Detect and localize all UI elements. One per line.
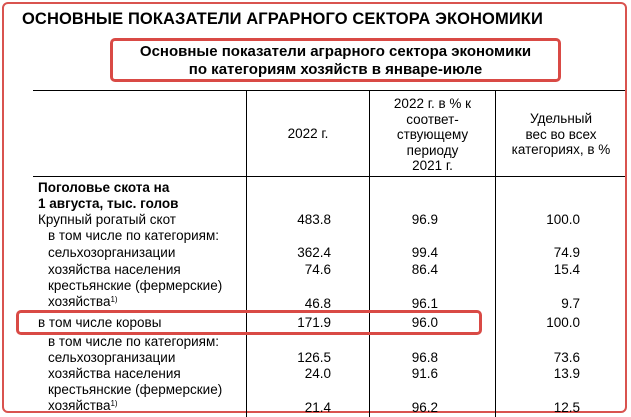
row-value-share: 73.6 bbox=[553, 350, 580, 365]
subtitle-line-1: Основные показатели аграрного сектора экономики bbox=[139, 43, 532, 60]
row-value-2022: 483.8 bbox=[297, 212, 331, 227]
row-value-share: 13.9 bbox=[553, 366, 580, 381]
row-label: в том числе по категориям: bbox=[48, 228, 220, 243]
row-value-percent: 96.1 bbox=[411, 296, 438, 311]
section-header-line-1: Поголовье скота на bbox=[38, 180, 170, 195]
section-header-line-2: 1 августа, тыс. голов bbox=[38, 196, 179, 211]
row-label: в том числе по категориям: bbox=[48, 334, 220, 349]
column-header-share: Удельный вес во всех категориях, в % bbox=[511, 111, 611, 157]
row-label: крестьянские (фермерские) bbox=[48, 382, 223, 397]
column-header-2022: 2022 г. bbox=[287, 126, 329, 141]
row-value-percent: 96.2 bbox=[411, 400, 438, 415]
row-value-percent: 99.4 bbox=[411, 245, 438, 260]
row-label: в том числе коровы bbox=[38, 315, 162, 330]
row-value-share: 12.5 bbox=[553, 400, 580, 415]
row-value-2022: 126.5 bbox=[297, 350, 331, 365]
row-value-share: 100.0 bbox=[546, 315, 580, 330]
table-top-rule bbox=[33, 90, 625, 91]
row-label: Крупный рогатый скот bbox=[38, 212, 176, 227]
row-value-percent: 96.8 bbox=[411, 350, 438, 365]
row-value-share: 9.7 bbox=[561, 296, 580, 311]
row-label: сельхозорганизации bbox=[48, 350, 176, 365]
row-value-percent: 91.6 bbox=[411, 366, 438, 381]
row-value-2022: 21.4 bbox=[304, 400, 331, 415]
row-value-share: 15.4 bbox=[553, 262, 580, 277]
footnote-marker: 1) bbox=[110, 399, 118, 408]
row-value-2022: 362.4 bbox=[297, 245, 331, 260]
row-value-share: 74.9 bbox=[553, 245, 580, 260]
row-value-2022: 24.0 bbox=[304, 366, 331, 381]
page-heading: ОСНОВНЫЕ ПОКАЗАТЕЛИ АГРАРНОГО СЕКТОРА ЭКОНОМИКИ bbox=[22, 10, 543, 28]
row-label: хозяйства населения bbox=[48, 366, 181, 381]
row-label: сельхозорганизации bbox=[48, 245, 176, 260]
row-value-2022: 171.9 bbox=[297, 315, 331, 330]
subtitle-line-2: по категориям хозяйств в январе-июле bbox=[188, 61, 483, 78]
row-value-percent: 96.0 bbox=[411, 315, 438, 330]
row-label: хозяйства населения bbox=[48, 262, 181, 277]
row-label: крестьянские (фермерские) bbox=[48, 278, 223, 293]
row-value-2022: 46.8 bbox=[304, 296, 331, 311]
row-value-share: 100.0 bbox=[546, 212, 580, 227]
footnote-marker: 1) bbox=[110, 295, 118, 304]
row-value-percent: 86.4 bbox=[411, 262, 438, 277]
table-subtitle-box bbox=[110, 38, 561, 82]
row-value-2022: 74.6 bbox=[304, 262, 331, 277]
row-value-percent: 96.9 bbox=[411, 212, 438, 227]
header-bottom-rule bbox=[33, 176, 625, 177]
row-label: хозяйства$^{1)}$ bbox=[48, 294, 118, 309]
row-label: хозяйства$^{1)}$ bbox=[48, 398, 118, 413]
column-header-percent: 2022 г. в % к соответ- ствующему периоду 2021 г. bbox=[393, 96, 472, 173]
